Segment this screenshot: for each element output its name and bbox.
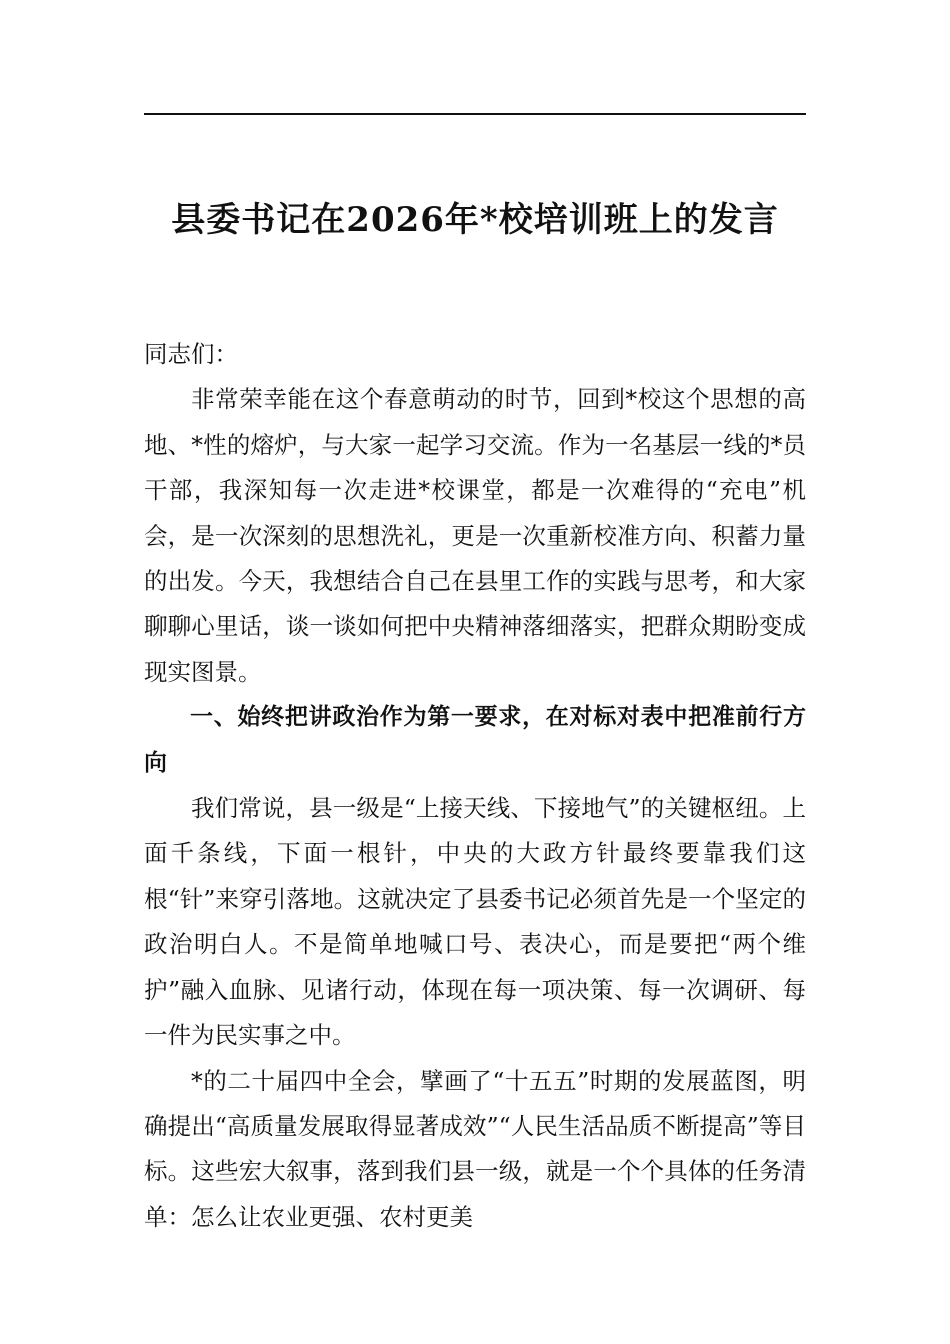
document-title: 县委书记在2026年*校培训班上的发言	[171, 200, 779, 240]
paragraph-county-role: 我们常说，县一级是“上接天线、下接地气”的关键枢纽。上面千条线，下面一根针，中央的大政方针最终要靠我们这根“针”来穿引落地。这就决定了县委书记必须首先是一个坚定的政治明白人。不是简单地喊口号、表决心，而是要把“两个维护”融入血脉、见诸行动，体现在每一项决策、每一次调研、每一件为民实事之中。	[144, 794, 806, 1050]
paragraph-intro: 非常荣幸能在这个春意萌动的时节，回到*校这个思想的高地、*性的熔炉，与大家一起学习交流。作为一名基层一线的*员干部，我深知每一次走进*校课堂，都是一次难得的“充电”机会，是一次深刻的思想洗礼，更是一次重新校准方向、积蓄力量的出发。今天，我想结合自己在县里工作的实践与思考，和大家聊聊心里话，谈一谈如何把中央精神落细落实，把群众期盼变成现实图景。	[144, 385, 806, 686]
paragraph-plenum: *的二十届四中全会，擘画了“十五五”时期的发展蓝图，明确提出“高质量发展取得显著成效”“人民生活品质不断提高”等目标。这些宏大叙事，落到我们县一级，就是一个个具体的任务清单：怎么让农业更强、农村更美	[144, 1066, 806, 1231]
header-rule	[144, 113, 806, 115]
section-heading-1: 一、始终把讲政治作为第一要求，在对标对表中把准前行方向	[144, 704, 806, 776]
document-body	[144, 332, 806, 1240]
salutation: 同志们：	[144, 340, 238, 368]
